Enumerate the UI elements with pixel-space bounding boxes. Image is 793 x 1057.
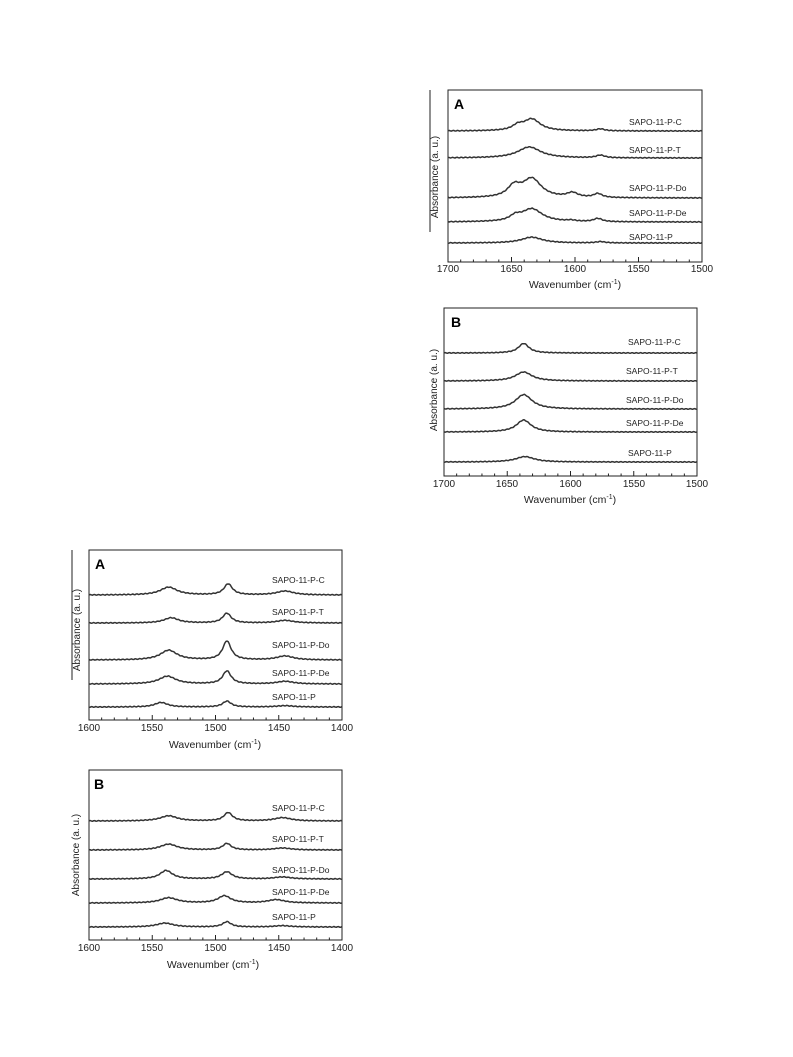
series-label: SAPO-11-P-De [629, 208, 687, 218]
series-label: SAPO-11-P-T [272, 607, 324, 617]
series-line [89, 813, 342, 822]
x-tick-label: 1550 [627, 264, 650, 275]
y-axis-label: Absorbance (a. u.) [71, 813, 82, 897]
x-tick-label: 1450 [267, 943, 291, 954]
series-label: SAPO-11-P-Do [272, 640, 330, 650]
x-axis-label: Wavenumber $(cm^{-1})$ [168, 739, 262, 751]
panel-label: A [454, 96, 465, 112]
series-line [89, 921, 342, 927]
x-tick-label: 1650 [500, 264, 523, 275]
series-line [89, 584, 342, 595]
series-label: SAPO-11-P-T [272, 834, 324, 844]
x-tick-label: 1600 [77, 943, 101, 954]
x-axis-label: Wavenumber $(cm^{-1})$ [523, 494, 617, 506]
y-axis-label: Absorbance (a. u.) [429, 348, 440, 432]
series-label: SAPO-11-P [272, 692, 316, 702]
series-label: SAPO-11-P-C [272, 575, 325, 585]
x-tick-label: 1400 [330, 723, 354, 734]
x-tick-label: 1600 [559, 479, 582, 490]
x-axis-label: Wavenumber $(cm^{-1})$ [166, 959, 260, 971]
chart-panel-bottom-a [68, 545, 358, 755]
x-tick-label: 1500 [685, 479, 709, 490]
series-label: SAPO-11-P-T [626, 366, 678, 376]
chart-panel-top-b [425, 305, 715, 515]
series-label: SAPO-11-P-T [629, 145, 681, 155]
x-tick-label: 1550 [622, 479, 646, 490]
series-label: SAPO-11-P-Do [629, 183, 687, 193]
x-tick-label: 1550 [140, 943, 164, 954]
chart-panel-bottom-b [68, 765, 358, 975]
x-tick-label: 1450 [267, 723, 291, 734]
x-tick-label: 1600 [563, 264, 587, 275]
series-label: SAPO-11-P-C [272, 803, 325, 813]
x-tick-label: 1400 [330, 943, 354, 954]
x-tick-label: 1500 [204, 723, 227, 734]
series-label: SAPO-11-P-Do [272, 865, 330, 875]
series-label: SAPO-11-P-Do [626, 395, 684, 405]
panel-label: A [95, 556, 106, 572]
y-axis-label: Absorbance (a. u.) [430, 135, 441, 219]
series-line [89, 843, 342, 850]
x-tick-label: 1550 [140, 723, 164, 734]
chart-panel-top-a [425, 85, 715, 295]
x-tick-label: 1500 [690, 264, 714, 275]
x-tick-label: 1500 [204, 943, 227, 954]
series-label: SAPO-11-P [272, 912, 316, 922]
x-tick-label: 1600 [77, 723, 101, 734]
x-tick-label: 1700 [432, 479, 456, 490]
series-label: SAPO-11-P-De [626, 418, 684, 428]
series-label: SAPO-11-P-De [272, 887, 330, 897]
series-label: SAPO-11-P [628, 448, 672, 458]
series-label: SAPO-11-P-De [272, 668, 330, 678]
panel-label: B [94, 776, 105, 792]
y-axis-label: Absorbance (a. u.) [72, 588, 83, 672]
x-axis-label: Wavenumber $(cm^{-1})$ [528, 279, 622, 291]
series-label: SAPO-11-P-C [628, 337, 681, 347]
x-tick-label: 1650 [495, 479, 519, 490]
x-tick-label: 1700 [436, 264, 460, 275]
panel-label: B [451, 314, 462, 330]
series-label: SAPO-11-P [629, 232, 673, 242]
series-label: SAPO-11-P-C [629, 117, 682, 127]
